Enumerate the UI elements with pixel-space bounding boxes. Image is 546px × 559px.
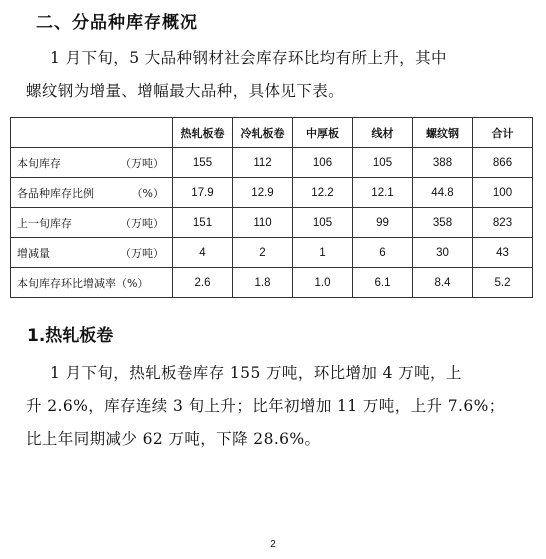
table-cell: 8.4 — [413, 268, 473, 298]
detail-paragraph — [26, 357, 536, 456]
table-row — [11, 178, 533, 208]
row-unit: （万吨） — [120, 156, 164, 170]
intro-line-2: 螺纹钢为增量、增幅最大品种，具体见下表。 — [26, 82, 345, 100]
row-label-text: 增减量 — [17, 246, 50, 260]
row-label — [11, 148, 173, 178]
table-cell: 151 — [173, 208, 233, 238]
table-header-row — [11, 118, 533, 148]
table-cell: 5.2 — [473, 268, 533, 298]
table-header-cell: 热轧板卷 — [173, 118, 233, 148]
section-heading: 二、分品种库存概况 — [36, 13, 198, 33]
table-cell: 1.8 — [233, 268, 293, 298]
table-cell: 110 — [233, 208, 293, 238]
row-unit: （万吨） — [120, 246, 164, 260]
inventory-table — [10, 117, 533, 298]
row-label-text: 本旬库存 — [17, 156, 61, 170]
row-label — [11, 238, 173, 268]
table-cell: 4 — [173, 238, 233, 268]
table-cell: 823 — [473, 208, 533, 238]
table-cell: 17.9 — [173, 178, 233, 208]
table-cell: 43 — [473, 238, 533, 268]
table-header-cell: 冷轧板卷 — [233, 118, 293, 148]
row-unit: （%） — [131, 186, 164, 200]
table-cell: 106 — [293, 148, 353, 178]
table-cell: 100 — [473, 178, 533, 208]
table-header-cell: 线材 — [353, 118, 413, 148]
row-label — [11, 268, 173, 298]
table-cell: 12.2 — [293, 178, 353, 208]
table-row — [11, 208, 533, 238]
table-header-cell: 合计 — [473, 118, 533, 148]
table-row — [11, 268, 533, 298]
table-cell: 44.8 — [413, 178, 473, 208]
table-cell: 6 — [353, 238, 413, 268]
page-number: 2 — [270, 539, 276, 550]
table-header-cell: 螺纹钢 — [413, 118, 473, 148]
table-cell: 866 — [473, 148, 533, 178]
row-label-text: 上一旬库存 — [17, 216, 72, 230]
table-cell: 105 — [353, 148, 413, 178]
table-cell: 1 — [293, 238, 353, 268]
table-cell: 6.1 — [353, 268, 413, 298]
table-header-cell — [11, 118, 173, 148]
table-row — [11, 238, 533, 268]
detail-line-3: 比上年同期减少 62 万吨，下降 28.6%。 — [26, 430, 321, 448]
intro-line-1: 1 月下旬，5 大品种钢材社会库存环比均有所上升，其中 — [50, 49, 447, 67]
table-header-cell: 中厚板 — [293, 118, 353, 148]
table-cell: 112 — [233, 148, 293, 178]
table-cell: 99 — [353, 208, 413, 238]
table-cell: 12.9 — [233, 178, 293, 208]
table-cell: 155 — [173, 148, 233, 178]
table-cell: 2.6 — [173, 268, 233, 298]
subheading: 1.热轧板卷 — [27, 326, 114, 346]
row-unit: （万吨） — [120, 216, 164, 230]
row-label — [11, 208, 173, 238]
row-label-text: 本旬库存环比增减率（%） — [17, 276, 149, 290]
intro-paragraph — [26, 42, 536, 108]
table-cell: 2 — [233, 238, 293, 268]
table-cell: 105 — [293, 208, 353, 238]
table-cell: 358 — [413, 208, 473, 238]
table-cell: 388 — [413, 148, 473, 178]
detail-line-1: 1 月下旬，热轧板卷库存 155 万吨，环比增加 4 万吨，上 — [50, 364, 462, 382]
table-cell: 30 — [413, 238, 473, 268]
row-label-text: 各品种库存比例 — [17, 186, 94, 200]
table-cell: 1.0 — [293, 268, 353, 298]
table-cell: 12.1 — [353, 178, 413, 208]
row-label — [11, 178, 173, 208]
table-row — [11, 148, 533, 178]
detail-line-2: 升 2.6%，库存连续 3 旬上升；比年初增加 11 万吨，上升 7.6%； — [26, 397, 505, 415]
